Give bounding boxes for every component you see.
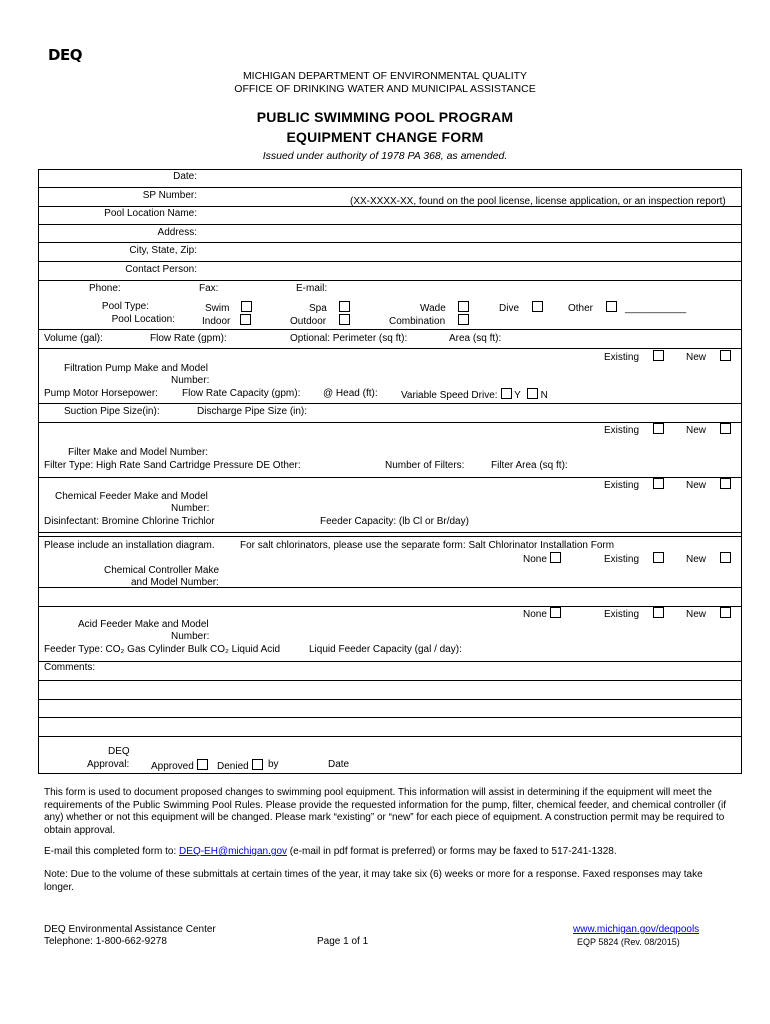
row-divider xyxy=(39,403,741,404)
acid-existing-checkbox[interactable] xyxy=(653,607,664,618)
filtration-pump-label-2: Number: xyxy=(171,375,210,386)
existing-label: Existing xyxy=(604,554,640,565)
disinfectant-label: Disinfectant: Bromine Chlorine Trichlor xyxy=(44,516,215,527)
acid-new-checkbox[interactable] xyxy=(720,607,731,618)
phone-label: Phone: xyxy=(89,283,121,294)
row-divider xyxy=(39,736,741,737)
filter-existing-option[interactable] xyxy=(604,423,664,436)
approved-label: Approved xyxy=(151,761,194,772)
denied-checkbox[interactable] xyxy=(252,759,263,770)
acid-feeder-label: Acid Feeder Make and Model xyxy=(78,619,209,630)
volume-label: Volume (gal): xyxy=(44,333,103,344)
acid-existing-option[interactable] xyxy=(604,607,664,620)
vsd-option[interactable] xyxy=(401,388,548,401)
row-divider xyxy=(39,680,741,681)
filtration-pump-label: Filtration Pump Make and Model xyxy=(64,363,208,374)
pump-existing-checkbox[interactable] xyxy=(653,350,664,361)
combination-label: Combination xyxy=(389,316,446,327)
no-label: N xyxy=(540,390,548,401)
vsd-label: Variable Speed Drive: xyxy=(401,390,498,401)
swim-option[interactable] xyxy=(205,301,252,314)
row-divider xyxy=(39,280,741,281)
indoor-option[interactable] xyxy=(202,314,251,327)
swim-checkbox[interactable] xyxy=(241,301,252,312)
deq-logo xyxy=(48,46,82,64)
instructions-paragraph: This form is used to document proposed changes to swimming pool equipment. This information will assist in determining if the equipment will meet the requirements of the Public Swimming Pool Rules. Please provide the requested information for the pump, filter, chemical feeder, and chemical controller (if any) whether or not this equipment will be changed. Please mark “existing” or “new” for each piece of equipment. A construction permit may be required to obtain approval. xyxy=(44,787,727,836)
new-label: New xyxy=(686,425,707,436)
controller-existing-option[interactable] xyxy=(604,552,664,565)
acid-none-checkbox[interactable] xyxy=(550,607,561,618)
acid-none-option[interactable] xyxy=(523,607,561,620)
controller-label-2: and Model Number: xyxy=(131,577,219,588)
comments-label: Comments: xyxy=(44,662,96,673)
existing-label: Existing xyxy=(604,609,640,620)
telephone: Telephone: 1-800-662-9278 xyxy=(44,936,167,947)
controller-new-option[interactable] xyxy=(686,552,731,565)
swim-label: Swim xyxy=(205,303,230,314)
pump-new-option[interactable] xyxy=(686,350,731,363)
filter-make-label: Filter Make and Model Number: xyxy=(68,447,209,458)
flow-rate-label: Flow Rate (gpm): xyxy=(150,333,227,344)
row-divider xyxy=(39,224,741,225)
city-state-zip-label: City, State, Zip: xyxy=(129,245,197,256)
form-number: EQP 5824 (Rev. 08/2015) xyxy=(577,937,680,947)
assistance-center: DEQ Environmental Assistance Center xyxy=(44,924,216,935)
other-option[interactable] xyxy=(568,301,686,314)
form-title-line2: EQUIPMENT CHANGE FORM xyxy=(286,129,484,145)
dive-label: Dive xyxy=(499,303,520,314)
sp-number-hint: (XX-XXXX-XX, found on the pool license, license application, or an inspection report) xyxy=(350,196,726,207)
yes-label: Y xyxy=(514,390,521,401)
pump-new-checkbox[interactable] xyxy=(720,350,731,361)
controller-existing-checkbox[interactable] xyxy=(653,552,664,563)
pool-location-name-label: Pool Location Name: xyxy=(104,208,197,219)
approval-label: Approval: xyxy=(87,759,130,770)
indoor-label: Indoor xyxy=(202,316,231,327)
filter-area-label: Filter Area (sq ft): xyxy=(491,460,568,471)
logo-text: DEQ xyxy=(48,46,82,64)
salt-chlorinator-note: For salt chlorinators, please use the separate form: Salt Chlorinator Installation Form xyxy=(240,540,615,551)
none-label: None xyxy=(523,554,547,565)
existing-label: Existing xyxy=(604,480,640,491)
office-name: OFFICE OF DRINKING WATER AND MUNICIPAL ASSISTANCE xyxy=(234,83,536,95)
approved-checkbox[interactable] xyxy=(197,759,208,770)
new-label: New xyxy=(686,352,707,363)
spa-option[interactable] xyxy=(309,301,350,314)
equipment-form xyxy=(38,169,742,774)
denied-option[interactable] xyxy=(217,759,263,772)
dive-option[interactable] xyxy=(499,301,543,314)
authority-note: Issued under authority of 1978 PA 368, as amended. xyxy=(262,150,508,162)
by-label: by xyxy=(268,759,279,770)
area-label: Area (sq ft): xyxy=(449,333,502,344)
indoor-checkbox[interactable] xyxy=(240,314,251,325)
email-prefix: E-mail this completed form to: xyxy=(44,846,180,857)
row-divider xyxy=(39,329,741,330)
department-name: MICHIGAN DEPARTMENT OF ENVIRONMENTAL QUALITY xyxy=(242,70,528,82)
filter-new-option[interactable] xyxy=(686,423,731,436)
outdoor-checkbox[interactable] xyxy=(339,314,350,325)
suction-label: Suction Pipe Size(in): xyxy=(64,406,160,417)
wade-label: Wade xyxy=(420,303,446,314)
feeder-capacity-label: Feeder Capacity: (lb Cl or Br/day) xyxy=(320,516,469,527)
contact-person-label: Contact Person: xyxy=(125,264,197,275)
address-label: Address: xyxy=(157,227,197,238)
feeder-type-label: Feeder Type: CO₂ Gas Cylinder Bulk CO₂ Liquid Acid xyxy=(44,644,281,655)
website-link[interactable]: www.michigan.gov/deqpools xyxy=(573,924,700,935)
outdoor-option[interactable] xyxy=(290,314,350,327)
pump-existing-option[interactable] xyxy=(604,350,664,363)
row-divider xyxy=(39,187,741,188)
none-label: None xyxy=(523,609,547,620)
row-divider xyxy=(39,242,741,243)
filter-existing-checkbox[interactable] xyxy=(653,423,664,434)
chem-feeder-label-2: Number: xyxy=(171,503,210,514)
acid-new-option[interactable] xyxy=(686,607,731,620)
other-label: Other xyxy=(568,303,594,314)
feeder-existing-option[interactable] xyxy=(604,478,664,491)
email-link[interactable]: DEQ-EH@michigan.gov xyxy=(179,846,288,857)
wade-option[interactable] xyxy=(420,301,469,314)
row-divider xyxy=(39,699,741,700)
row-divider xyxy=(39,261,741,262)
combination-option[interactable] xyxy=(389,314,469,327)
fax-label: Fax: xyxy=(199,283,219,294)
deq-label: DEQ xyxy=(108,746,130,757)
acid-feeder-label-2: Number: xyxy=(171,631,210,642)
wade-checkbox[interactable] xyxy=(458,301,469,312)
pool-type-label: Pool Type: xyxy=(101,301,149,312)
spa-label: Spa xyxy=(309,303,327,314)
chem-feeder-label: Chemical Feeder Make and Model xyxy=(55,491,208,502)
row-divider xyxy=(39,661,741,662)
row-divider xyxy=(39,532,741,533)
vsd-no-checkbox[interactable] xyxy=(527,388,538,399)
filter-new-checkbox[interactable] xyxy=(720,423,731,434)
email-label: E-mail: xyxy=(296,283,328,294)
approval-date-label: Date xyxy=(328,759,350,770)
controller-none-option[interactable] xyxy=(523,552,561,565)
row-divider xyxy=(39,717,741,718)
page-number: Page 1 of 1 xyxy=(317,936,369,947)
pump-hp-label: Pump Motor Horsepower: xyxy=(44,388,158,399)
approved-option[interactable] xyxy=(151,759,208,772)
other-blank[interactable]: ___________ xyxy=(625,303,687,314)
email-suffix: (e-mail in pdf format is preferred) or forms may be faxed to 517-241-1328. xyxy=(287,846,617,857)
diagram-note: Please include an installation diagram. xyxy=(44,540,215,551)
email-instructions xyxy=(44,846,734,859)
controller-label: Chemical Controller Make xyxy=(104,565,220,576)
flow-capacity-label: Flow Rate Capacity (gpm): xyxy=(182,388,301,399)
controller-none-checkbox[interactable] xyxy=(550,552,561,563)
form-title-line1: PUBLIC SWIMMING POOL PROGRAM xyxy=(256,109,514,125)
existing-label: Existing xyxy=(604,352,640,363)
feeder-new-checkbox[interactable] xyxy=(720,478,731,489)
controller-new-checkbox[interactable] xyxy=(720,552,731,563)
vsd-yes-checkbox[interactable] xyxy=(501,388,512,399)
num-filters-label: Number of Filters: xyxy=(385,460,465,471)
discharge-label: Discharge Pipe Size (in): xyxy=(197,406,308,417)
feeder-existing-checkbox[interactable] xyxy=(653,478,664,489)
pool-location-label: Pool Location: xyxy=(111,314,175,325)
row-divider xyxy=(39,348,741,349)
row-divider xyxy=(39,536,741,537)
existing-label: Existing xyxy=(604,425,640,436)
head-label: @ Head (ft): xyxy=(323,388,378,399)
spa-checkbox[interactable] xyxy=(339,301,350,312)
new-label: New xyxy=(686,480,707,491)
liquid-capacity-label: Liquid Feeder Capacity (gal / day): xyxy=(309,644,462,655)
filter-type-label: Filter Type: High Rate Sand Cartridge Pressure DE Other: xyxy=(44,460,301,471)
sp-number-label: SP Number: xyxy=(142,190,197,201)
other-checkbox[interactable] xyxy=(606,301,617,312)
response-note: Note: Due to the volume of these submittals at certain times of the year, it may take six (6) weeks or more for a response. Faxed responses may take longer. xyxy=(44,869,703,893)
new-label: New xyxy=(686,609,707,620)
outdoor-label: Outdoor xyxy=(290,316,327,327)
denied-label: Denied xyxy=(217,761,249,772)
new-label: New xyxy=(686,554,707,565)
combination-checkbox[interactable] xyxy=(458,314,469,325)
dive-checkbox[interactable] xyxy=(532,301,543,312)
perimeter-label: Optional: Perimeter (sq ft): xyxy=(290,333,408,344)
date-label: Date: xyxy=(173,171,197,182)
feeder-new-option[interactable] xyxy=(686,478,731,491)
